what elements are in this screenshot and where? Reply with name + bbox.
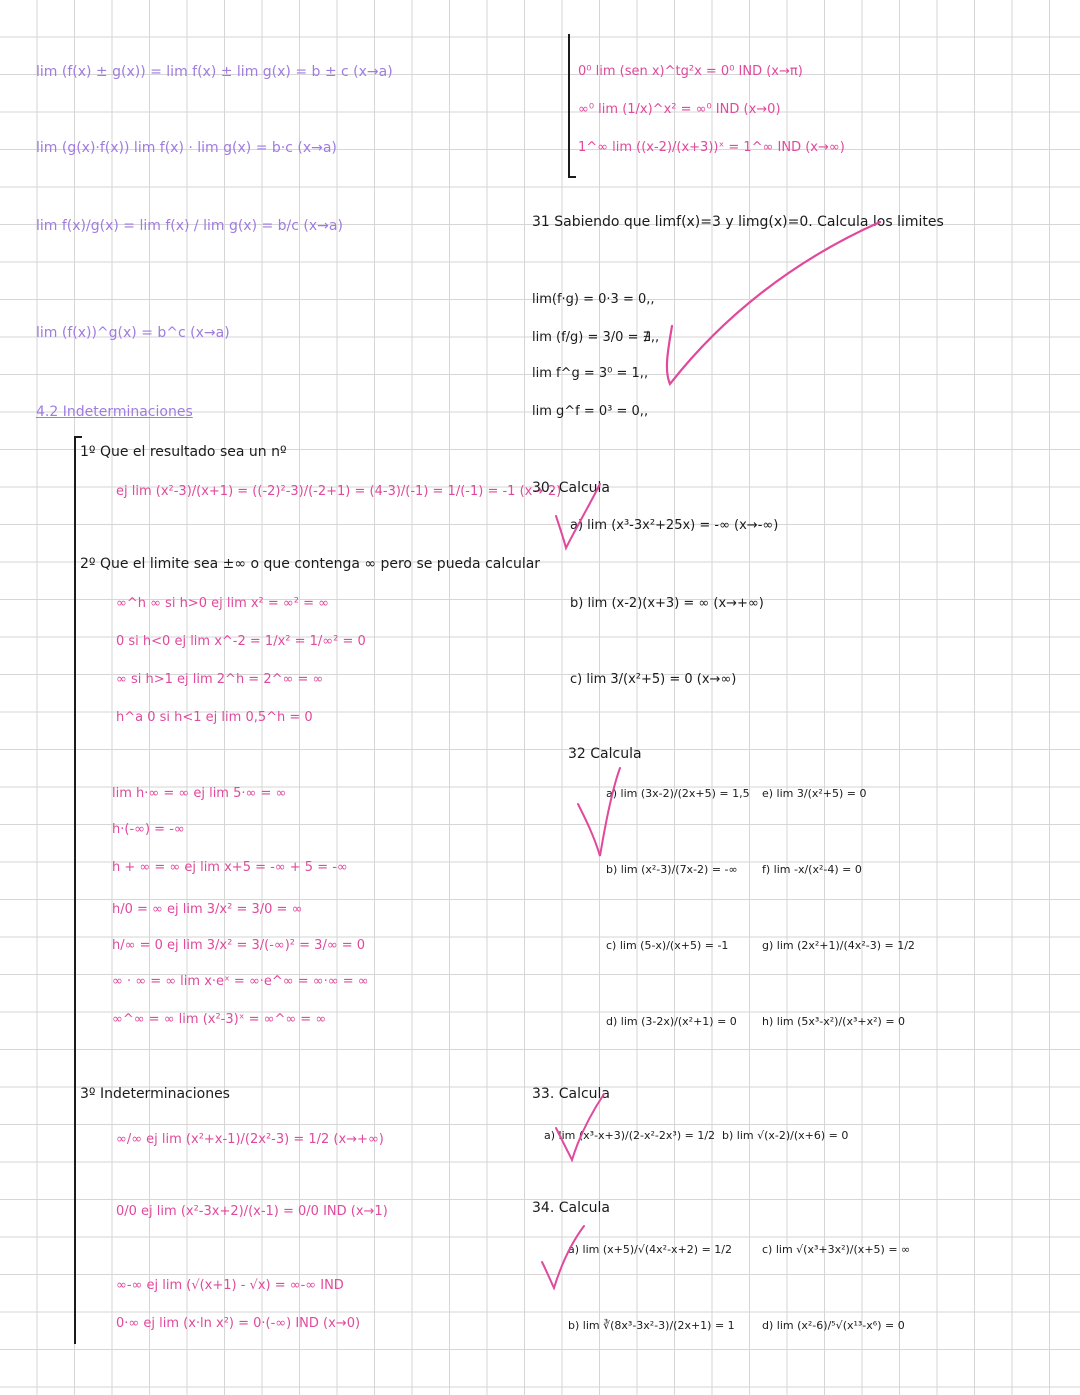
case2-op: h/∞ = 0 ej lim 3/x² = 3/(-∞)² = 3/∞ = 0: [112, 938, 366, 953]
case1-heading: 1º Que el resultado sea un nº: [80, 444, 287, 460]
case2-row: ∞^h ∞ si h>0 ej lim x² = ∞² = ∞: [116, 596, 329, 611]
ex32-row: e) lim 3/(x²+5) = 0: [762, 787, 867, 800]
case2-op: ∞ · ∞ = ∞ lim x·eˣ = ∞·e^∞ = ∞·∞ = ∞: [112, 974, 369, 989]
ex32-row: h) lim (5x³-x²)/(x³+x²) = 0: [762, 1015, 906, 1028]
check-mark-icon: [556, 1094, 604, 1160]
ex31-row: lim f^g = 3⁰ = 1,,: [532, 366, 649, 381]
ex32-row: a) lim (3x-2)/(2x+5) = 1,5: [606, 787, 750, 800]
ex31-heading: 31 Sabiendo que limf(x)=3 y limg(x)=0. Calcula los limites: [532, 214, 944, 230]
ex32-heading: 32 Calcula: [568, 746, 642, 762]
prop-product: lim (g(x)·f(x)) lim f(x) · lim g(x) = b·c (x→a): [36, 140, 337, 156]
case2-row: 0 si h<0 ej lim x^-2 = 1/x² = 1/∞² = 0: [116, 634, 366, 649]
ex31-row: lim (f/g) = 3/0 = ∄,,: [532, 330, 660, 345]
ex32-row: f) lim -x/(x²-4) = 0: [762, 863, 862, 876]
right-bracket-bottom: [568, 176, 576, 178]
section-title: 4.2 Indeterminaciones: [36, 404, 193, 420]
ex32-row: g) lim (2x²+1)/(4x²-3) = 1/2: [762, 939, 915, 952]
case3-row: ∞/∞ ej lim (x²+x-1)/(2x²-3) = 1/2 (x→+∞): [116, 1132, 384, 1147]
case3-row: 0·∞ ej lim (x·ln x²) = 0·(-∞) IND (x→0): [116, 1316, 361, 1331]
ex34-row: c) lim √(x³+3x²)/(x+5) = ∞: [762, 1243, 911, 1256]
ex32-row: c) lim (5-x)/(x+5) = -1: [606, 939, 729, 952]
ex34-row: d) lim (x²-6)/⁵√(x¹³-x⁶) = 0: [762, 1319, 905, 1332]
ex30-row: c) lim 3/(x²+5) = 0 (x→∞): [570, 672, 737, 687]
ex33-heading: 33. Calcula: [532, 1086, 610, 1102]
ex33-row: a) lim (x³-x+3)/(2-x²-2x³) = 1/2: [544, 1129, 716, 1142]
right-bracket: [568, 34, 570, 178]
case2-row: h^a 0 si h<1 ej lim 0,5^h = 0: [116, 710, 313, 725]
case2-op: lim h·∞ = ∞ ej lim 5·∞ = ∞: [112, 786, 287, 801]
ex34-heading: 34. Calcula: [532, 1200, 610, 1216]
case2-op: h/0 = ∞ ej lim 3/x² = 3/0 = ∞: [112, 902, 303, 917]
check-mark-icon: [667, 222, 880, 384]
ind-row: 0⁰ lim (sen x)^tg²x = 0⁰ IND (x→π): [578, 64, 803, 79]
left-bracket: [74, 436, 76, 1344]
ex31-row: lim(f·g) = 0·3 = 0,,: [532, 292, 655, 307]
ex34-row: a) lim (x+5)/√(4x²-x+2) = 1/2: [568, 1243, 732, 1256]
ex32-row: d) lim (3-2x)/(x²+1) = 0: [606, 1015, 737, 1028]
ex34-row: b) lim ∛(8x³-3x²-3)/(2x+1) = 1: [568, 1319, 735, 1332]
prop-sum: lim (f(x) ± g(x)) = lim f(x) ± lim g(x) = b ± c (x→a): [36, 64, 393, 80]
case2-op: h + ∞ = ∞ ej lim x+5 = -∞ + 5 = -∞: [112, 860, 348, 875]
prop-power: lim (f(x))^g(x) = b^c (x→a): [36, 325, 230, 341]
case1-example: ej lim (x²-3)/(x+1) = ((-2)²-3)/(-2+1) = (4-3)/(-1) = 1/(-1) = -1 (x→-2): [116, 484, 562, 499]
left-bracket-top: [74, 436, 82, 438]
check-mark-icon: [578, 768, 620, 856]
case2-op: h·(-∞) = -∞: [112, 822, 185, 837]
ind-row: 1^∞ lim ((x-2)/(x+3))ˣ = 1^∞ IND (x→∞): [578, 140, 845, 155]
ex33-row: b) lim √(x-2)/(x+6) = 0: [722, 1129, 849, 1142]
ex30-heading: 30. Calcula: [532, 480, 610, 496]
case2-row: ∞ si h>1 ej lim 2^h = 2^∞ = ∞: [116, 672, 324, 687]
ind-row: ∞⁰ lim (1/x)^x² = ∞⁰ IND (x→0): [578, 102, 781, 117]
ex31-row: lim g^f = 0³ = 0,,: [532, 404, 649, 419]
case2-heading: 2º Que el limite sea ±∞ o que contenga ∞ pero se pueda calcular: [80, 556, 541, 572]
ex30-row: b) lim (x-2)(x+3) = ∞ (x→+∞): [570, 596, 764, 611]
case3-heading: 3º Indeterminaciones: [80, 1086, 230, 1102]
case3-row: 0/0 ej lim (x²-3x+2)/(x-1) = 0/0 IND (x→1): [116, 1204, 388, 1219]
ex30-row: a) lim (x³-3x²+25x) = -∞ (x→-∞): [570, 518, 779, 533]
case3-row: ∞-∞ ej lim (√(x+1) - √x) = ∞-∞ IND: [116, 1278, 344, 1293]
prop-quotient: lim f(x)/g(x) = lim f(x) / lim g(x) = b/c (x→a): [36, 218, 343, 234]
case2-op: ∞^∞ = ∞ lim (x²-3)ˣ = ∞^∞ = ∞: [112, 1012, 327, 1027]
ex32-row: b) lim (x²-3)/(7x-2) = -∞: [606, 863, 738, 876]
